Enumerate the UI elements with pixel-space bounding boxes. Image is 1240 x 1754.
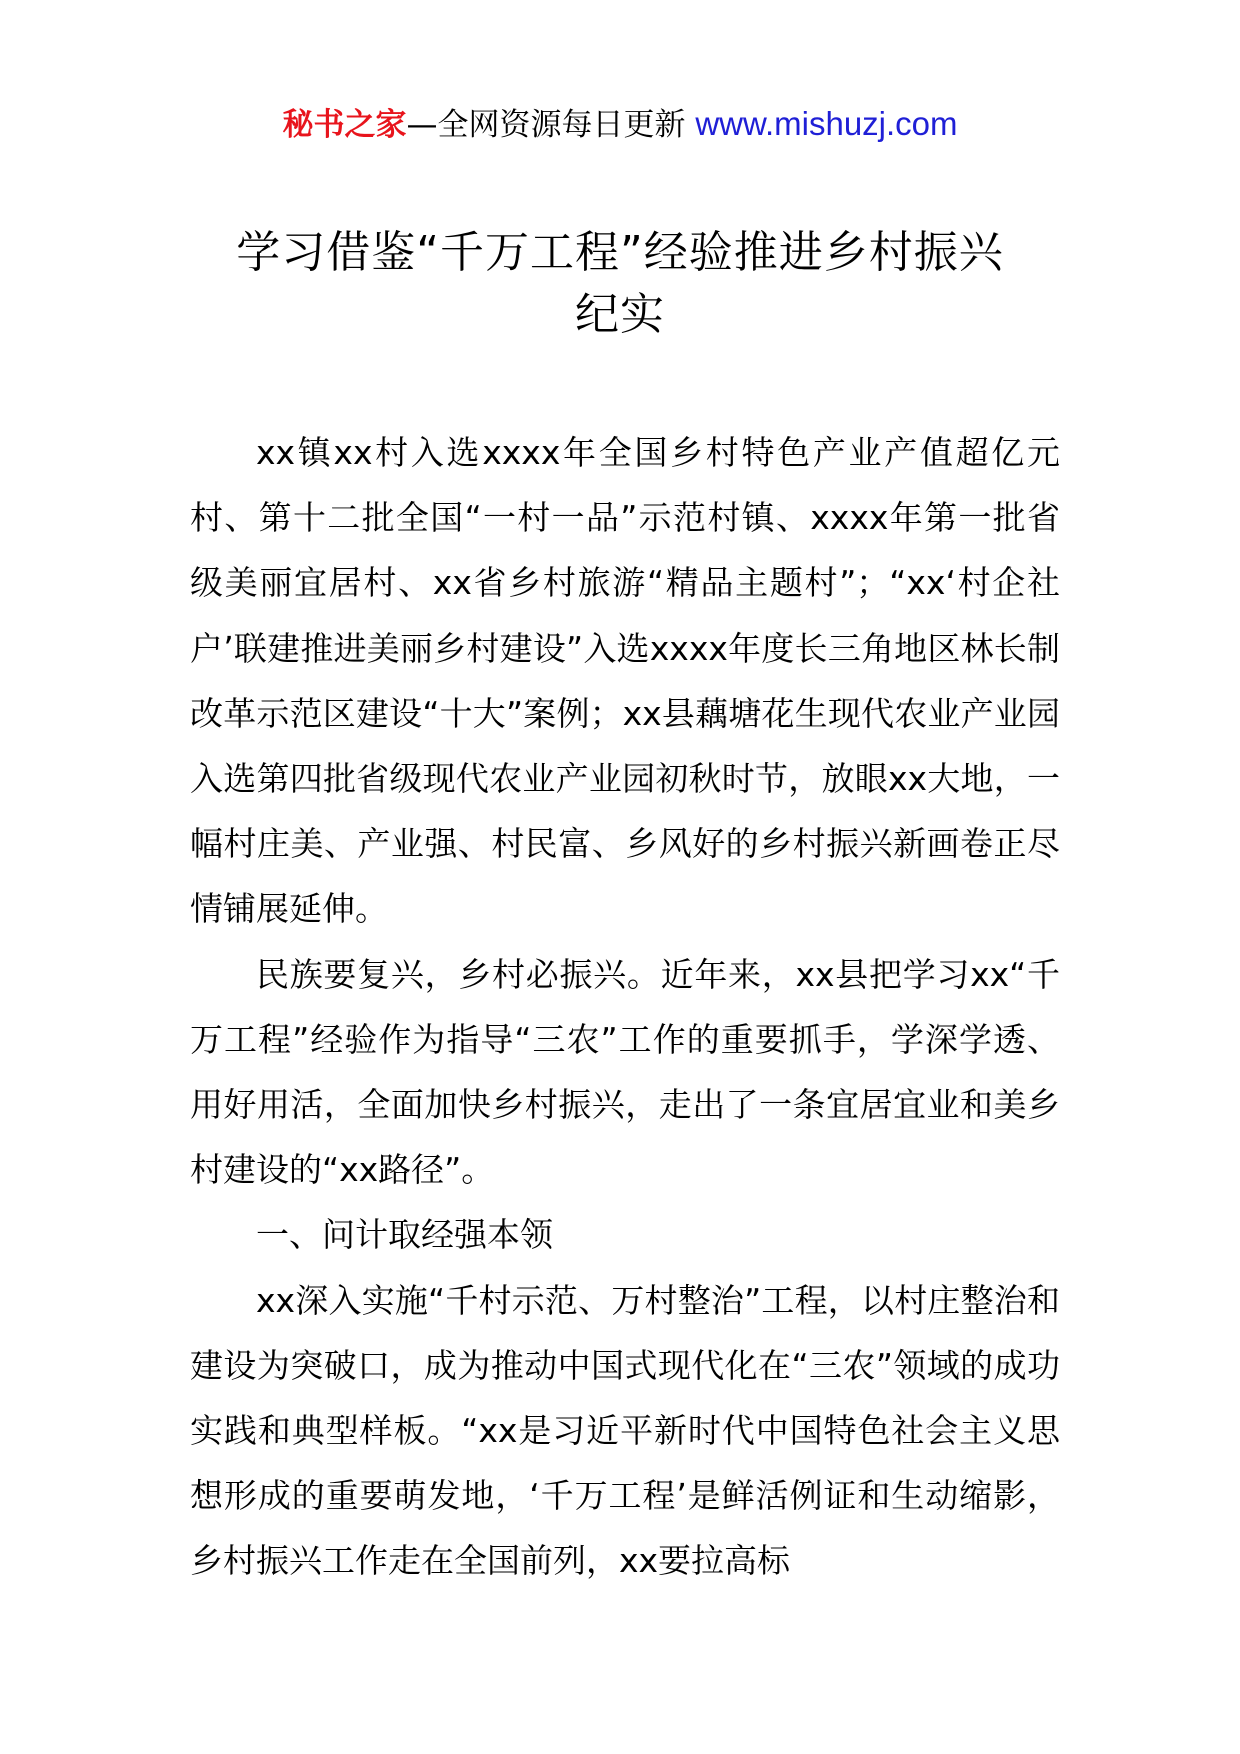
body-paragraph: xx深入实施“千村示范、万村整治”工程，以村庄整治和建设为突破口，成为推动中国式现代化在“三农”领域的成功实践和典型样板。“xx是习近平新时代中国特色社会主义思想形成的重要萌发地，‘千万工程’是鲜活例证和生动缩影，乡村振兴工作走在全国前列，xx要拉高标 bbox=[190, 1280, 1060, 1581]
document-title bbox=[150, 222, 1090, 346]
document-body bbox=[190, 420, 1060, 1594]
title-line-2: 纪实 bbox=[575, 289, 665, 340]
header-tagline: —全网资源每日更新 bbox=[406, 107, 696, 143]
body-paragraph: xx镇xx村入选xxxx年全国乡村特色产业产值超亿元村、第十二批全国“一村一品”示范村镇、xxxx年第一批省级美丽宜居村、xx省乡村旅游“精品主题村”；“xx‘村企社户’联建推进美丽乡村建设”入选xxxx年度长三角地区林长制改革示范区建设“十大”案例；xx县藕塘花生现代农业产业园入选第四批省级现代农业产业园初秋时节，放眼xx大地，一幅村庄美、产业强、村民富、乡风好的乡村振兴新画卷正尽情铺展延伸。 bbox=[190, 433, 1060, 929]
section-heading: 一、问计取经强本领 bbox=[256, 1215, 553, 1255]
site-header-banner bbox=[0, 100, 1240, 149]
title-line-1: 学习借鉴“千万工程”经验推进乡村振兴 bbox=[236, 227, 1004, 278]
body-paragraph: 民族要复兴，乡村必振兴。近年来，xx县把学习xx“千万工程”经验作为指导“三农”工作的重要抓手，学深学透、用好用活，全面加快乡村振兴，走出了一条宜居宜业和美乡村建设的“xx路径”。 bbox=[190, 954, 1060, 1190]
site-url-link[interactable]: www.mishuzj.com bbox=[695, 105, 958, 142]
brand-name: 秘书之家 bbox=[282, 107, 407, 143]
